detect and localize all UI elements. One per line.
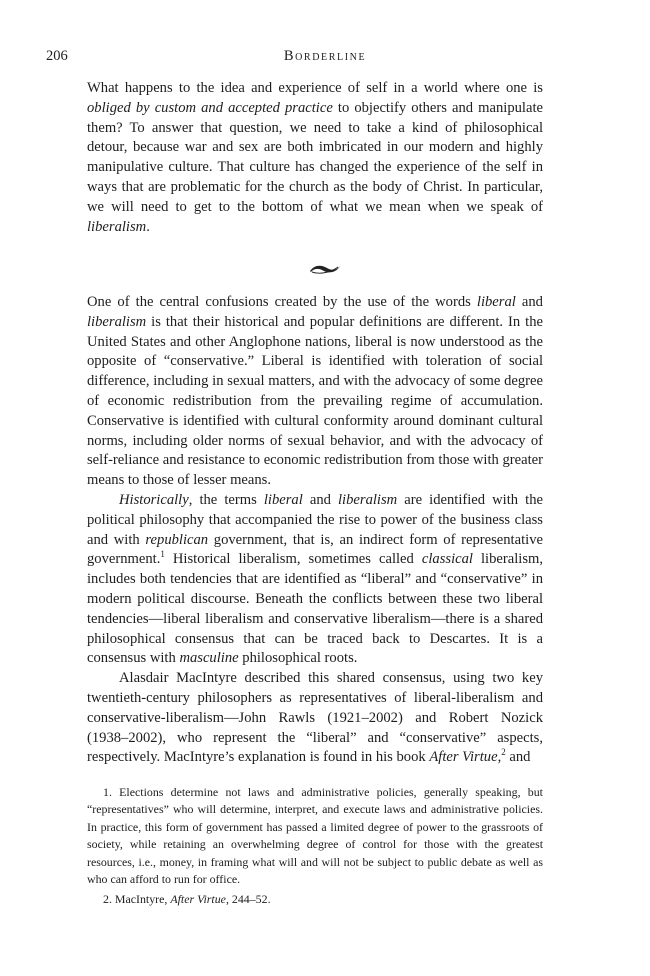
paragraph: Alasdair MacIntyre described this shared consensus, using two key twentieth-century philosophers as representatives of liberal-liberalism and conservative-liberalism—John Rawls (1921–2002) and Robert Nozick (1938–2002), who represent the “liberal” and “conservative” aspects, respectively. MacIntyre’s explanation is found in his book After Virtue,$^2$ and <box>87 670 543 766</box>
section-break <box>0 262 650 276</box>
paragraph: Historically, the terms liberal and liberalism are identified with the political philosophy that accompanied the rise to power of the business class and with republican government, that is, an indirect form of representative government.$^1$ Historical liberalism, sometimes called classical liberalism, includes both tendencies that are identified as “liberal” and “conservative” in modern political discourse. Beneath the conflicts between these two liberal tendencies—liberal liberalism and conservative liberalism—there is a shared philosophical consensus that can be traced back to Descartes. It is a consensus with masculine philosophical roots. <box>87 491 543 667</box>
page-header <box>0 48 650 70</box>
footnote-ref[interactable]: 1 <box>160 549 165 560</box>
scroll-ornament-icon <box>307 262 343 276</box>
footnote-ref[interactable]: 2 <box>501 747 506 758</box>
footnotes <box>87 784 543 909</box>
running-head: Borderline <box>283 48 367 64</box>
page-number: 206 <box>46 48 68 64</box>
footnote: 1. Elections determine not laws and administrative policies, generally speaking, but “representatives” who will determine, interpret, and execute laws and administrative policies. In practice, this form of government has passed a limited degree of power to the grassroots of society, while retaining an overwhelming degree of control for those with the greatest resources, i.e., money, in framing what will and will not be subject to public debate as well as who can afford to run for office. <box>87 785 543 887</box>
paragraph: One of the central confusions created by the use of the words liberal and liberalism is that their historical and popular definitions are different. In the United States and other Anglophone nations, liberal is now understood as the opposite of “conservative.” Liberal is identified with toleration of social difference, including in sexual matters, and with the advocacy of some degree of economic redistribution from the prevailing regime of accumulation. Conservative is identified with cultural conformity around dominant cultural norms, including older norms of sexual behavior, and with the advocacy of self-reliance and resistance to economic redistribution from those with greater means to those of lesser means. <box>87 294 543 489</box>
section-one <box>87 79 543 237</box>
paragraph: What happens to the idea and experience of self in a world where one is obliged by custom and accepted practice to objectify others and manipulate them? To answer that question, we need to take a kind of philosophical detour, because war and sex are both imbricated in our modern and highly manipulative culture. That culture has changed the experience of the self in ways that are problematic for the church as the body of Christ. In particular, we will need to get to the bottom of what we mean when we speak of liberalism. <box>87 80 543 235</box>
section-two <box>87 293 543 768</box>
footnote: 2. MacIntyre, After Virtue, 244–52. <box>103 892 271 907</box>
